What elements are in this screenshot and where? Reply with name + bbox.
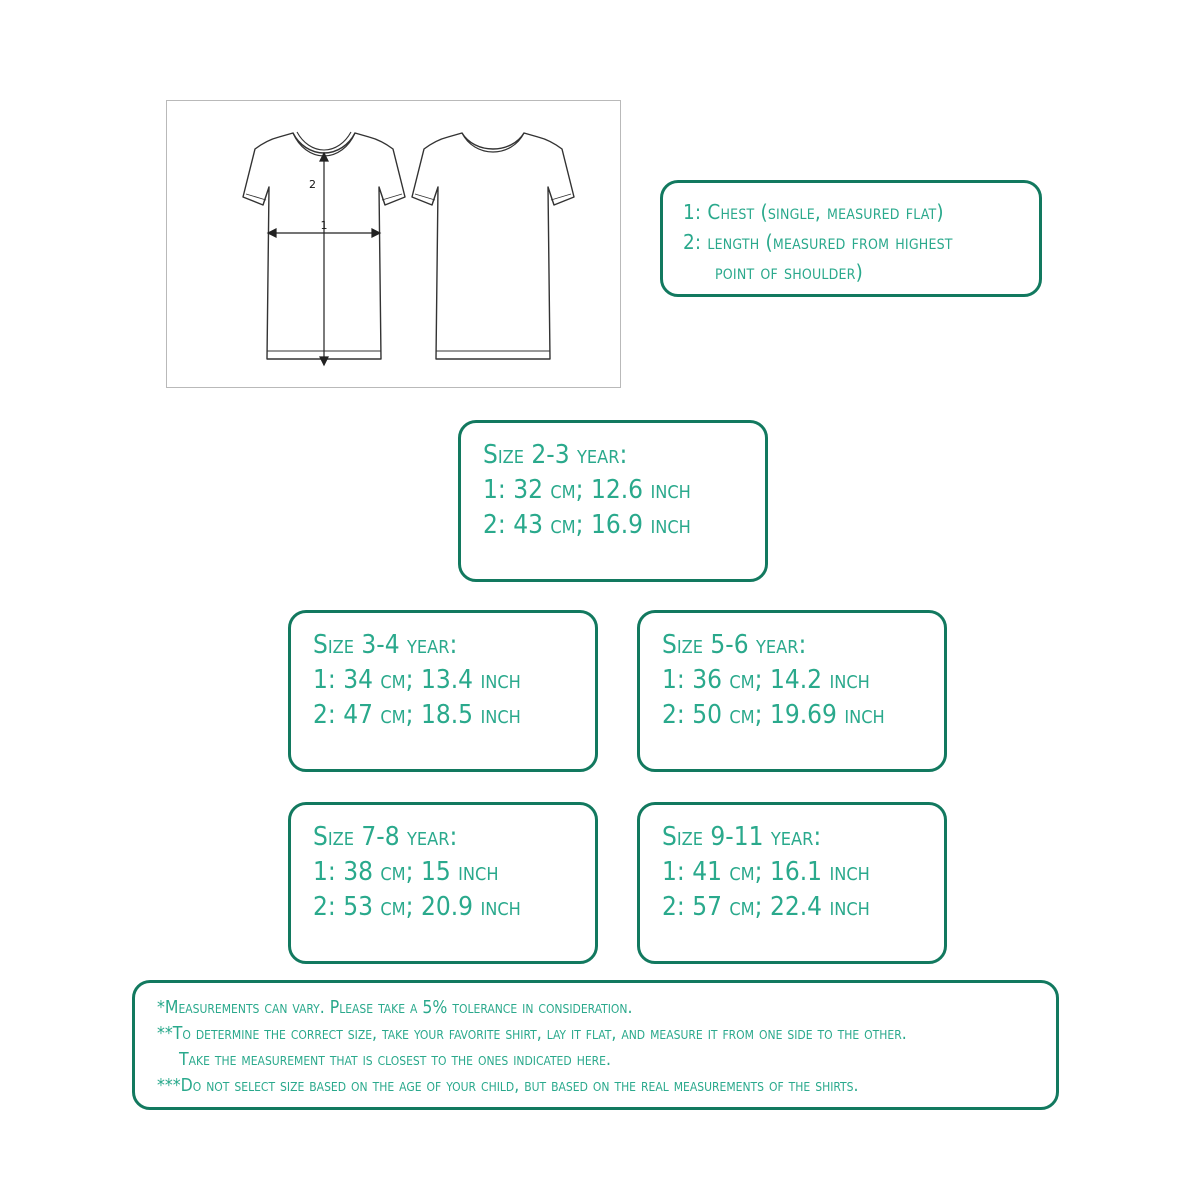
size-chest: 1: 38 cm; 15 inch <box>313 857 499 887</box>
garment-drawing-panel <box>166 100 621 388</box>
legend-line-length: 2: length (measured from highest <box>683 230 953 254</box>
drawing-label-chest: 1 <box>320 219 328 232</box>
size-title: Size 3-4 year: <box>313 630 458 660</box>
size-box-7-8-year <box>288 802 598 964</box>
size-length: 2: 50 cm; 19.69 inch <box>662 700 885 730</box>
note-tolerance: *Measurements can vary. Please take a 5% tolerance in consideration. <box>157 998 633 1018</box>
size-title: Size 2-3 year: <box>483 440 628 470</box>
note-age-warning: ***Do not select size based on the age of your child, but based on the real measurements of the shirts. <box>157 1076 859 1096</box>
tshirt-technical-drawing <box>167 101 620 387</box>
size-title: Size 5-6 year: <box>662 630 807 660</box>
tshirt-back-view <box>412 133 574 359</box>
legend-box <box>660 180 1042 297</box>
size-length: 2: 57 cm; 22.4 inch <box>662 892 870 922</box>
size-length: 2: 53 cm; 20.9 inch <box>313 892 521 922</box>
size-chest: 1: 34 cm; 13.4 inch <box>313 665 521 695</box>
legend-line-chest: 1: Chest (single, measured flat) <box>683 200 944 224</box>
notes-box <box>132 980 1059 1110</box>
size-box-5-6-year <box>637 610 947 772</box>
size-title: Size 9-11 year: <box>662 822 822 852</box>
drawing-label-length: 2 <box>309 178 316 191</box>
size-chest: 1: 32 cm; 12.6 inch <box>483 475 691 505</box>
size-box-2-3-year <box>458 420 768 582</box>
note-measure-method-cont: Take the measurement that is closest to the ones indicated here. <box>179 1050 611 1070</box>
size-box-9-11-year <box>637 802 947 964</box>
size-chest: 1: 41 cm; 16.1 inch <box>662 857 870 887</box>
size-box-3-4-year <box>288 610 598 772</box>
note-measure-method: **To determine the correct size, take your favorite shirt, lay it flat, and measure it from one side to the other. <box>157 1024 907 1044</box>
size-chest: 1: 36 cm; 14.2 inch <box>662 665 870 695</box>
size-length: 2: 47 cm; 18.5 inch <box>313 700 521 730</box>
size-length: 2: 43 cm; 16.9 inch <box>483 510 691 540</box>
legend-line-length-cont: point of shoulder) <box>715 260 864 284</box>
size-title: Size 7-8 year: <box>313 822 458 852</box>
